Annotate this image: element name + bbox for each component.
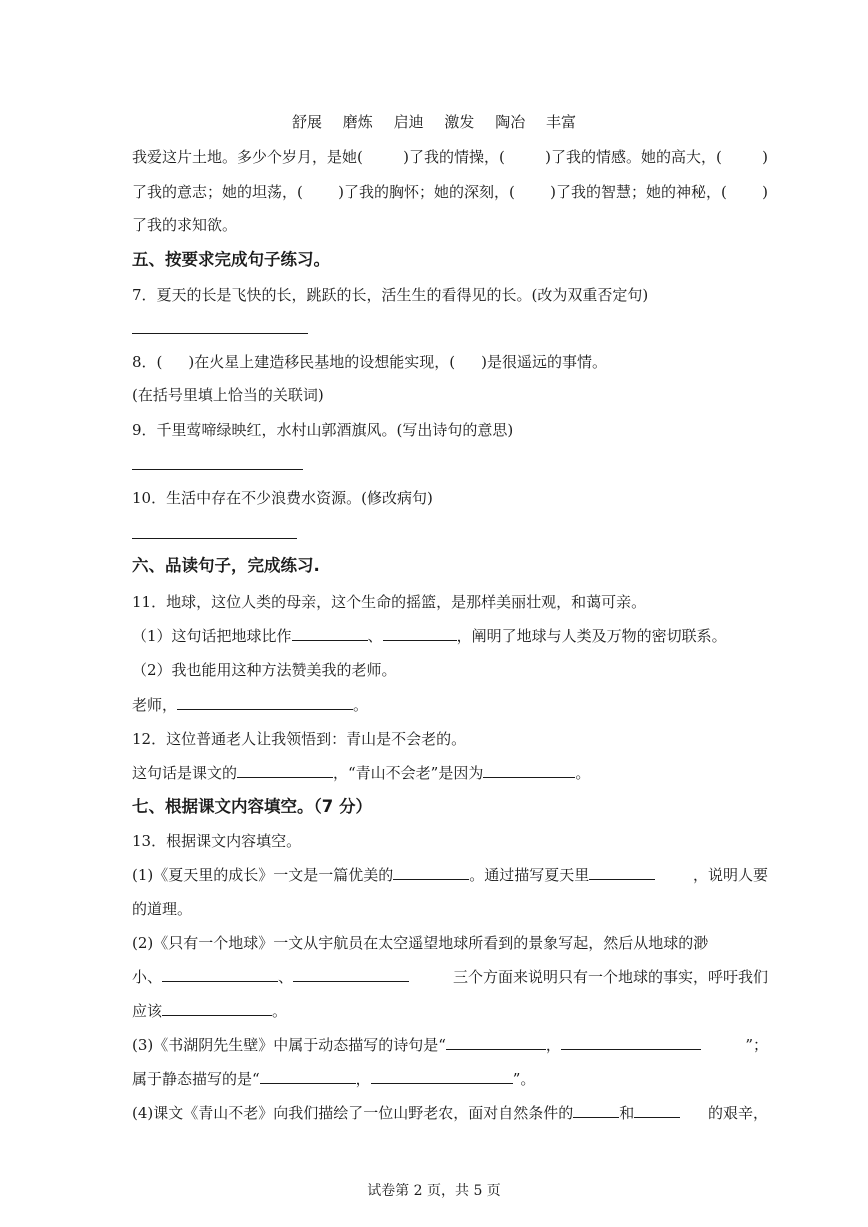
- passage-text: ): [762, 183, 768, 201]
- word-bank: [0, 111, 868, 133]
- answer-line[interactable]: [132, 538, 297, 539]
- fill-blank[interactable]: [237, 762, 333, 778]
- passage-text: ): [762, 148, 768, 166]
- question-13-3-cont: [132, 1068, 768, 1090]
- question-7: 7．夏天的长是飞快的长，跳跃的长，活生生的看得见的长。(改为双重否定句): [132, 286, 649, 304]
- q13-4-part: [132, 1102, 680, 1124]
- q8-text: 8．(: [132, 353, 163, 371]
- question-13-4: [132, 1102, 768, 1124]
- fill-blank[interactable]: [260, 1068, 356, 1084]
- q13-text: ”；: [745, 1036, 768, 1054]
- word-bank-item: 激发: [444, 113, 475, 131]
- q13-text: 、: [278, 968, 294, 986]
- question-9: 9．千里莺啼绿映红，水村山郭酒旗风。(写出诗句的意思): [132, 421, 514, 439]
- q13-1-part: [132, 864, 655, 886]
- passage-line: 了我的求知欲。: [132, 216, 238, 234]
- passage-text: 了我的意志；她的坦荡，(: [132, 183, 303, 201]
- q13-text: 三个方面来说明只有一个地球的事实，呼吁我们: [452, 968, 768, 986]
- fill-blank[interactable]: [589, 864, 655, 880]
- fill-blank[interactable]: [446, 1034, 546, 1050]
- word-bank-item: 启迪: [393, 113, 424, 131]
- q8-text: )在火星上建造移民基地的设想能实现，(: [188, 353, 456, 371]
- q13-text: 应该: [132, 1002, 163, 1020]
- fill-blank[interactable]: [162, 1000, 272, 1016]
- passage-text: )了我的情感。她的高大，(: [545, 148, 722, 166]
- passage-text: 我爱这片土地。多少个岁月，是她(: [132, 148, 363, 166]
- q13-text: (3)《书湖阴先生壁》中属于动态描写的诗句是“: [132, 1036, 446, 1054]
- fill-blank[interactable]: [561, 1034, 701, 1050]
- fill-blank[interactable]: [292, 625, 368, 641]
- question-13-2-cont: [132, 966, 768, 988]
- question-10: 10．生活中存在不少浪费水资源。(修改病句): [132, 489, 433, 507]
- q13-3-part: [132, 1034, 701, 1056]
- q13-text: 的艰辛，: [707, 1104, 768, 1122]
- section-title: 五、按要求完成句子练习。: [132, 250, 330, 269]
- question-13-3: [132, 1034, 768, 1056]
- q12-text: 。: [575, 764, 591, 782]
- q8-text: )是很遥远的事情。: [481, 353, 607, 371]
- fill-blank[interactable]: [177, 694, 353, 710]
- question-13-1-cont: 的道理。: [132, 900, 193, 918]
- q13-text: 。: [272, 1002, 288, 1020]
- passage-text: )了我的胸怀；她的深刻，(: [338, 183, 515, 201]
- q13-2-part: [132, 966, 409, 988]
- passage-line: [132, 146, 768, 168]
- question-11-2: （2）我也能用这种方法赞美我的老师。: [132, 661, 397, 679]
- q13-text: ，: [355, 1070, 371, 1088]
- q13-text: 和: [619, 1104, 635, 1122]
- question-13: 13．根据课文内容填空。: [132, 832, 302, 850]
- answer-line[interactable]: [132, 469, 303, 470]
- fill-blank[interactable]: [483, 762, 575, 778]
- question-13-1: [132, 864, 768, 886]
- fill-blank[interactable]: [162, 966, 278, 982]
- passage-text: )了我的情操，(: [403, 148, 505, 166]
- section-title: 七、根据课文内容填空。（7 分）: [132, 797, 372, 816]
- fill-blank[interactable]: [371, 1068, 513, 1084]
- word-bank-item: 丰富: [545, 113, 576, 131]
- q13-text: 属于静态描写的是“: [132, 1070, 260, 1088]
- fill-blank[interactable]: [393, 864, 469, 880]
- fill-blank[interactable]: [634, 1102, 680, 1118]
- question-11: 11．地球，这位人类的母亲，这个生命的摇篮，是那样美丽壮观，和蔼可亲。: [132, 593, 647, 611]
- fill-blank[interactable]: [383, 625, 457, 641]
- question-8-note: (在括号里填上恰当的关联词): [132, 386, 324, 404]
- q13-text: 小、: [132, 968, 163, 986]
- word-bank-item: 陶冶: [495, 113, 526, 131]
- q12-text: ，“青山不会老”是因为: [333, 764, 484, 782]
- question-13-2: (2)《只有一个地球》一文从宇航员在太空遥望地球所看到的景象写起，然后从地球的渺: [132, 934, 709, 952]
- word-bank-item: 舒展: [292, 113, 323, 131]
- passage-line: [132, 181, 768, 203]
- fill-blank[interactable]: [573, 1102, 619, 1118]
- q11-text: 、: [367, 627, 383, 645]
- q13-text: ，说明人要: [692, 866, 768, 884]
- q13-text: (4)课文《青山不老》向我们描绘了一位山野老农，面对自然条件的: [132, 1104, 574, 1122]
- section-title: 六、品读句子，完成练习.: [132, 556, 320, 575]
- teacher-text: 老师，: [132, 696, 178, 714]
- answer-line[interactable]: [132, 333, 308, 334]
- fill-blank[interactable]: [293, 966, 409, 982]
- word-bank-item: 磨炼: [342, 113, 373, 131]
- q11-text: ，阐明了地球与人类及万物的密切联系。: [456, 627, 727, 645]
- question-12: 12．这位普通老人让我领悟到：青山是不会老的。: [132, 730, 467, 748]
- question-11-1: [132, 625, 768, 647]
- page-footer: 试卷第 2 页，共 5 页: [367, 1183, 501, 1199]
- q13-text: (1)《夏天里的成长》一文是一篇优美的: [132, 866, 394, 884]
- question-12-answer: [132, 762, 768, 784]
- q13-text: 。通过描写夏天里: [469, 866, 590, 884]
- q11-text: （1）这句话把地球比作: [132, 627, 292, 645]
- q13-text: ，: [545, 1036, 561, 1054]
- question-13-2-end: [132, 1000, 768, 1022]
- q13-text: ”。: [512, 1070, 536, 1088]
- q12-text: 这句话是课文的: [132, 764, 238, 782]
- passage-text: )了我的智慧；她的神秘，(: [550, 183, 727, 201]
- question-8: [132, 351, 768, 373]
- teacher-sentence: [132, 694, 768, 716]
- teacher-text: 。: [353, 696, 369, 714]
